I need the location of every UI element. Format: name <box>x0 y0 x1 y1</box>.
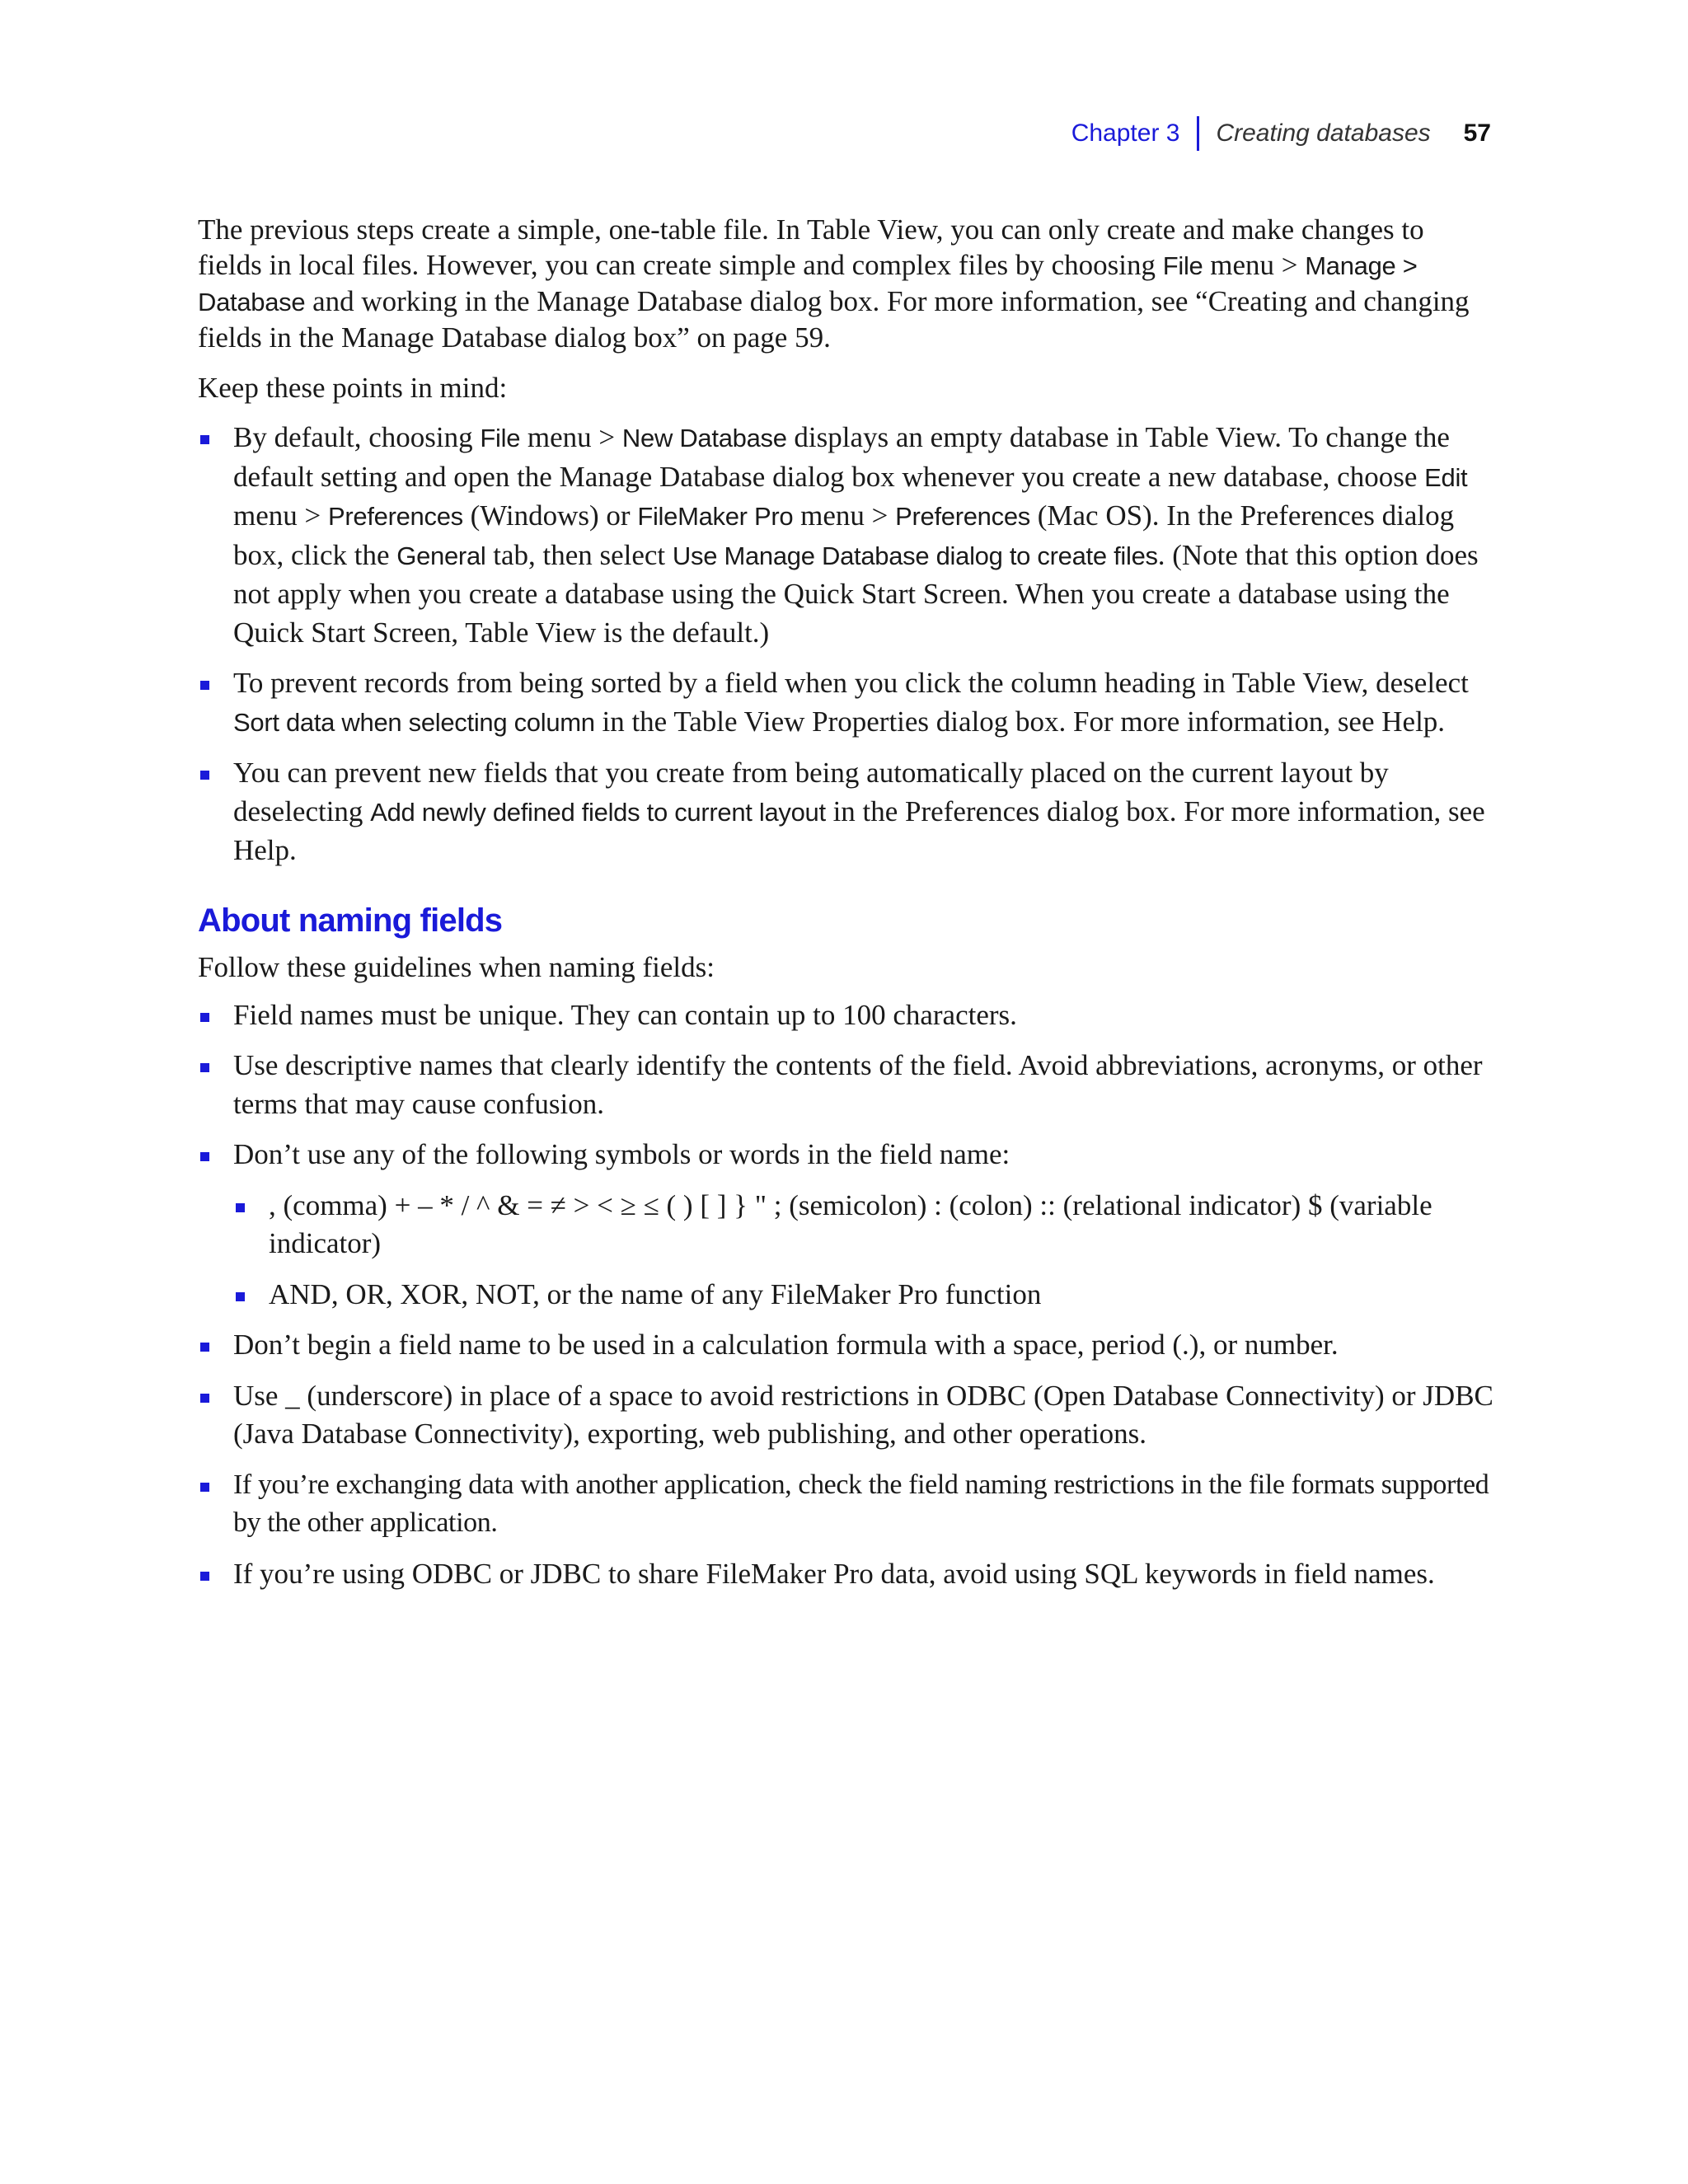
text: tab, then select <box>485 538 673 571</box>
text: By default, choosing <box>233 421 481 453</box>
ui-term: Sort data when selecting column <box>233 707 595 737</box>
chapter-label: Chapter 3 <box>1071 120 1180 147</box>
text: (Mac OS). In the Preferences dialog box, click the <box>233 499 1455 571</box>
chapter-title: Creating databases <box>1216 120 1431 147</box>
sub-list <box>233 1187 1493 1315</box>
ui-term: Preferences <box>328 502 463 531</box>
ui-term: Use Manage Database dialog to create files <box>672 541 1158 570</box>
ui-term: Edit <box>1424 462 1468 492</box>
points-list <box>198 419 1493 870</box>
page-content <box>198 212 1493 1605</box>
text: (Windows) or <box>462 499 638 532</box>
text: To prevent records from being sorted by a field when you click the column heading in Table View, deselect <box>233 667 1469 699</box>
header-divider <box>1197 116 1199 151</box>
ui-term: FileMaker Pro <box>637 502 794 531</box>
list-item <box>198 754 1493 870</box>
sub-list-item: AND, OR, XOR, NOT, or the name of any FileMaker Pro function <box>233 1276 1493 1315</box>
running-header <box>1071 116 1491 151</box>
list-item: Use descriptive names that clearly identify the contents of the field. Avoid abbreviations, acronyms, or other terms that may cause confusion. <box>198 1047 1493 1123</box>
list-item: If you’re exchanging data with another application, check the field naming restrictions in the file formats supported by the other application. <box>198 1466 1493 1543</box>
list-item: Field names must be unique. They can contain up to 100 characters. <box>198 996 1493 1035</box>
text: . (Note that this option does not apply when you create a database using the Quick Start Screen. When you create a database using the Quick Start Screen, Table View is the default.) <box>233 538 1479 649</box>
text: The previous steps create a simple, one-table file. In Table View, you can only create and make changes to fields in local files. However, you can create simple and complex files by choosing <box>198 213 1424 281</box>
ui-term: New Database <box>621 424 787 452</box>
text: menu > <box>233 499 328 532</box>
text: menu > <box>793 499 896 532</box>
list-item: If you’re using ODBC or JDBC to share FileMaker Pro data, avoid using SQL keywords in field names. <box>198 1555 1493 1594</box>
text: menu > <box>520 421 622 453</box>
list-item <box>198 664 1493 742</box>
text: Don’t use any of the following symbols or words in the field name: <box>233 1138 1010 1170</box>
list-item: Don’t begin a field name to be used in a calculation formula with a space, period (.), or number. <box>198 1326 1493 1365</box>
intro-paragraph <box>198 212 1493 355</box>
list-item <box>198 419 1493 652</box>
text: menu > <box>1203 249 1306 281</box>
ui-term: File <box>1162 251 1203 280</box>
ui-term: General <box>396 541 486 570</box>
section-heading: About naming fields <box>198 902 503 939</box>
ui-term: Preferences <box>895 502 1030 531</box>
ui-term: File <box>480 424 521 452</box>
guidelines-list <box>198 996 1493 1594</box>
text: in the Preferences dialog box. For more information, see Help. <box>233 794 1485 866</box>
list-item <box>198 1136 1493 1314</box>
page-number: 57 <box>1463 120 1491 147</box>
text: and working in the Manage Database dialog box. For more information, see “Creating and changing fields in the Manage Database dialog box” on page 59. <box>198 285 1470 354</box>
text: You can prevent new fields that you create from being automatically placed on the current layout by deselecting <box>233 757 1389 827</box>
guidelines-intro: Follow these guidelines when naming fields: <box>198 950 715 983</box>
text: in the Table View Properties dialog box. For more information, see Help. <box>594 705 1446 738</box>
list-item: Use _ (underscore) in place of a space to avoid restrictions in ODBC (Open Database Connectivity) or JDBC (Java Database Connectivity), exporting, web publishing, and other operations. <box>198 1377 1493 1454</box>
ui-term: Manage > Database <box>198 251 1418 316</box>
text: displays an empty database in Table View. To change the default setting and open the Manage Database dialog box whenever you create a new database, choose <box>233 421 1450 493</box>
ui-term: Add newly defined fields to current layout <box>370 797 826 827</box>
keep-points-paragraph: Keep these points in mind: <box>198 372 508 404</box>
sub-list-item: , (comma) + – * / ^ & = ≠ > < ≥ ≤ ( ) [ ] } " ; (semicolon) : (colon) :: (relational indicator) $ (variable indicator) <box>233 1187 1493 1263</box>
